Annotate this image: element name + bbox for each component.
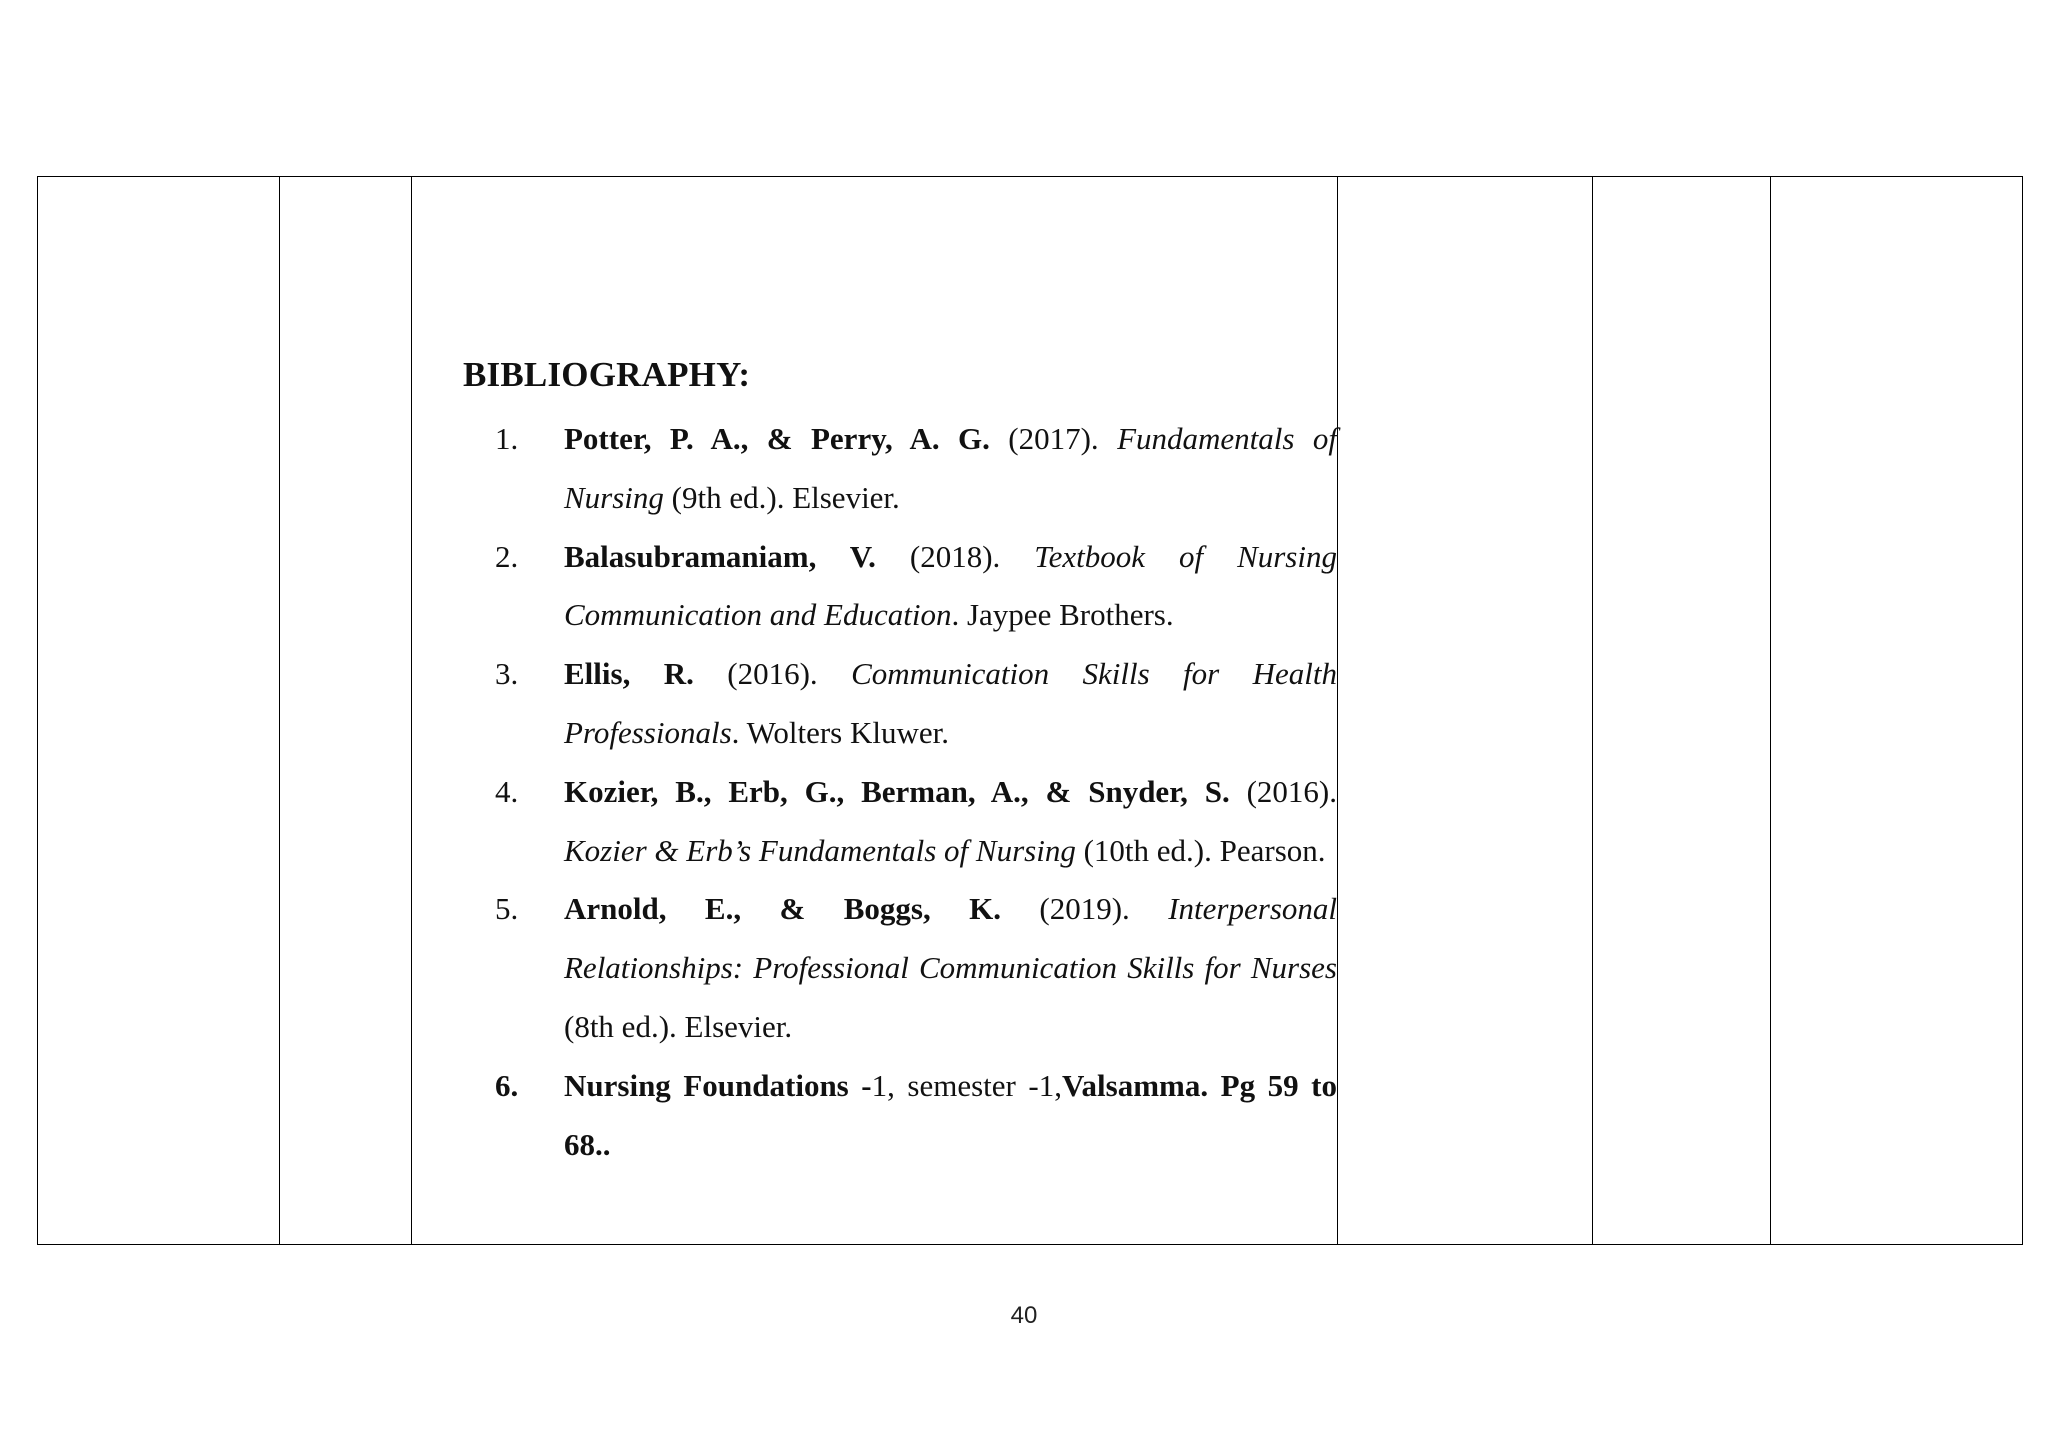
entry-authors: Kozier, B., Erb, G., Berman, A., & Snyder, S. bbox=[564, 773, 1230, 809]
entry-title: Kozier & Erb’s Fundamentals of Nursing bbox=[564, 832, 1076, 868]
column-divider bbox=[1592, 177, 1593, 1244]
column-divider bbox=[279, 177, 280, 1244]
entry-number: 3. bbox=[495, 656, 519, 692]
bibliography-entry bbox=[476, 528, 1337, 646]
entry-number: 1. bbox=[495, 421, 519, 456]
entry-publisher: . Jaypee Brothers. bbox=[951, 597, 1174, 633]
entry-year: (2016). bbox=[693, 656, 852, 692]
entry-authors: Valsamma. Pg 59 to 68.. bbox=[564, 1067, 1338, 1162]
bibliography-entry bbox=[476, 645, 1337, 763]
entry-authors: Balasubramaniam, V. bbox=[564, 538, 876, 574]
column-divider bbox=[1770, 177, 1771, 1244]
bibliography-entry bbox=[476, 763, 1337, 881]
entry-publisher: (10th ed.). Pearson. bbox=[1075, 832, 1326, 868]
bibliography-heading: BIBLIOGRAPHY: bbox=[463, 355, 751, 394]
entry-publisher: . Wolters Kluwer. bbox=[731, 714, 949, 750]
entry-year: (2019). bbox=[1001, 891, 1169, 927]
bibliography-entry bbox=[476, 1057, 1337, 1175]
entry-title: Fundamentals of Nursing bbox=[564, 421, 1337, 515]
entry-number: 2. bbox=[495, 538, 519, 574]
entry-authors: Potter, P. A., & Perry, A. G. bbox=[564, 421, 990, 456]
document-table bbox=[37, 176, 2023, 1245]
entry-number: 4. bbox=[495, 773, 519, 809]
entry-year: (2017). bbox=[989, 421, 1118, 456]
entry-publisher: (9th ed.). Elsevier. bbox=[663, 479, 900, 515]
entry-year: (2016). bbox=[1229, 773, 1337, 809]
entry-title: Communication Skills for Health Professionals bbox=[564, 656, 1338, 750]
entry-number: 5. bbox=[495, 891, 519, 927]
bibliography-entry bbox=[476, 410, 1337, 528]
bibliography-cell bbox=[426, 177, 1352, 1244]
entry-title: Interpersonal Relationships: Professional Communication Skills for Nurses bbox=[564, 891, 1337, 986]
bibliography-list bbox=[476, 410, 1337, 1174]
entry-year: (2018). bbox=[875, 538, 1035, 574]
bibliography-entry bbox=[476, 880, 1337, 1056]
entry-number: 6. bbox=[495, 1067, 519, 1103]
entry-title: Nursing Foundations - bbox=[564, 1067, 872, 1103]
column-divider bbox=[411, 177, 412, 1244]
entry-authors: Arnold, E., & Boggs, K. bbox=[564, 891, 1001, 927]
entry-title: Textbook of Nursing Communication and Education bbox=[564, 538, 1337, 633]
entry-publisher: (8th ed.). Elsevier. bbox=[564, 1008, 793, 1044]
entry-authors: Ellis, R. bbox=[564, 656, 694, 692]
entry-details: 1, semester -1, bbox=[871, 1067, 1062, 1103]
page-number: 40 bbox=[1010, 1302, 1038, 1329]
